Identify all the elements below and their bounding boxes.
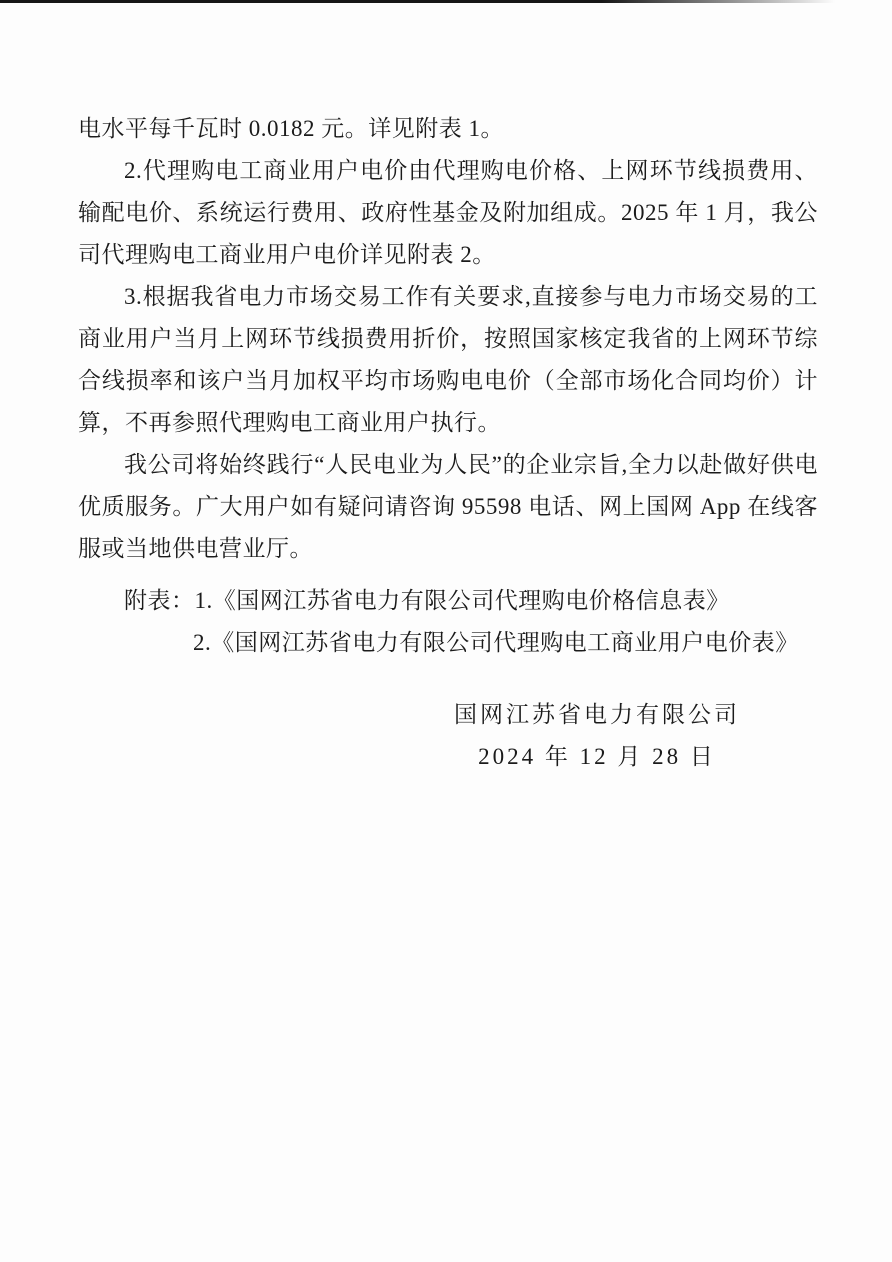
paragraph-closing: 我公司将始终践行“人民电业为人民”的企业宗旨,全力以赴做好供电优质服务。广大用户如有疑问请咨询 95598 电话、网上国网 App 在线客服或当地供电营业厅。 xyxy=(78,452,818,561)
attachments-list xyxy=(78,580,818,664)
signature-date: 2024 年 12 月 28 日 xyxy=(478,744,716,769)
signature-block xyxy=(376,694,818,778)
signature-company-name: 国网江苏省电力有限公司 xyxy=(454,702,740,727)
scan-edge-artifact xyxy=(0,0,835,3)
document-body xyxy=(78,108,818,778)
paragraph-item-2: 2.代理购电工商业用户电价由代理购电价格、上网环节线损费用、输配电价、系统运行费用、政府性基金及附加组成。2025 年 1 月，我公司代理购电工商业用户电价详见附表 2。 xyxy=(78,158,818,267)
attachment-line-2: 2.《国网江苏省电力有限公司代理购电工商业用户电价表》 xyxy=(193,630,799,655)
paragraph-continuation: 电水平每千瓦时 0.0182 元。详见附表 1。 xyxy=(78,116,504,141)
attachment-line-1: 附表：1.《国网江苏省电力有限公司代理购电价格信息表》 xyxy=(124,588,730,613)
paragraph-item-3: 3.根据我省电力市场交易工作有关要求,直接参与电力市场交易的工商业用户当月上网环节线损费用折价，按照国家核定我省的上网环节综合线损率和该户当月加权平均市场购电电价（全部市场化合同均价）计算，不再参照代理购电工商业用户执行。 xyxy=(78,284,818,435)
